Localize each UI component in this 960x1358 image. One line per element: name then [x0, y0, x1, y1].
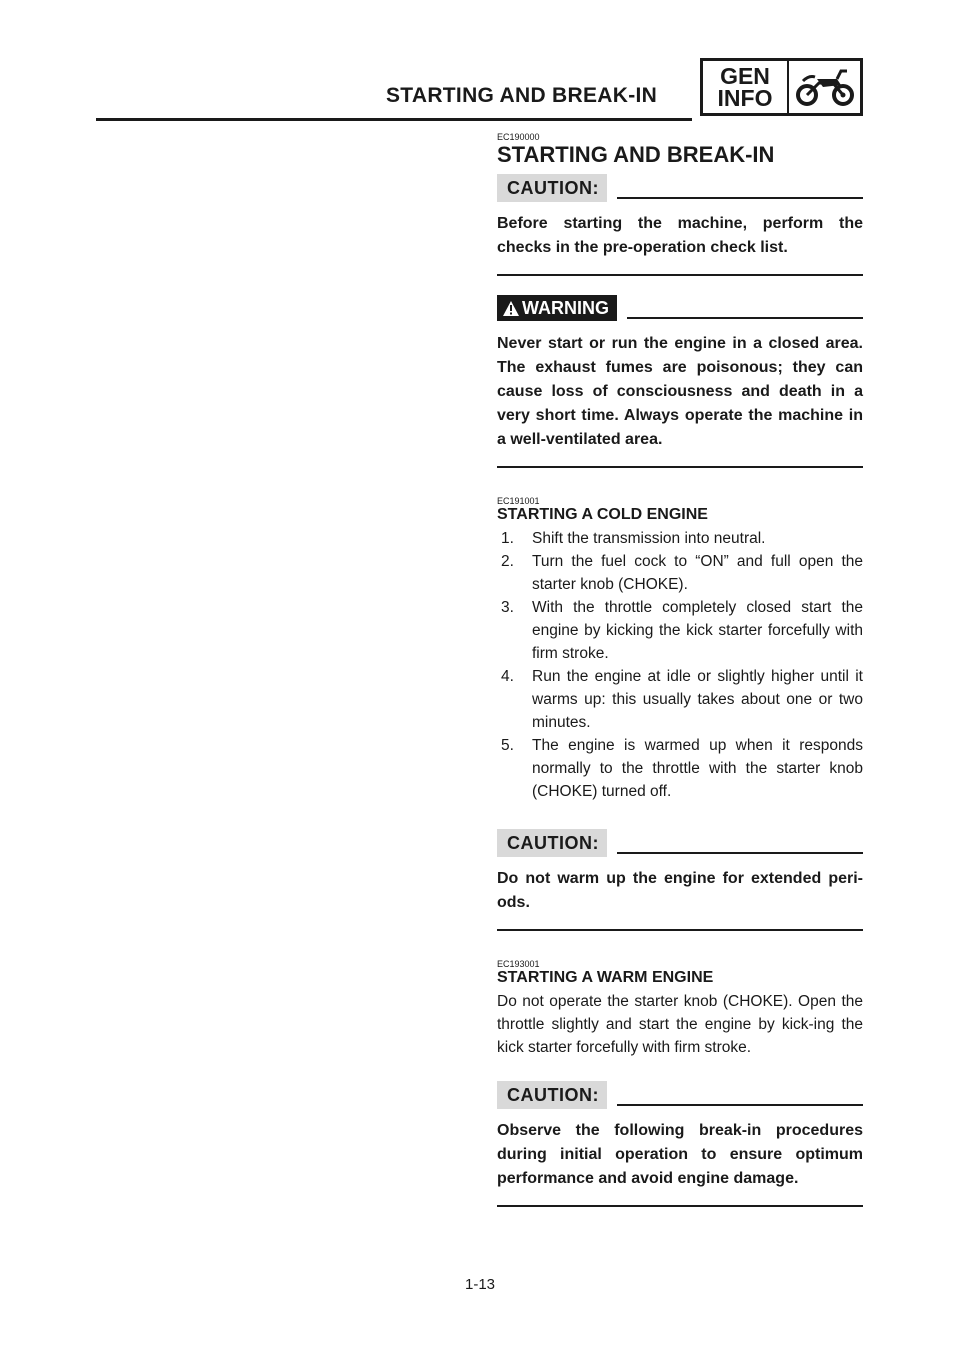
cold-engine-code: EC191001 — [497, 496, 540, 506]
badge-text — [703, 61, 789, 113]
step-number: 5. — [501, 737, 514, 754]
caution-label: CAUTION: — [497, 1081, 607, 1109]
list-item — [497, 665, 863, 734]
step-number: 1. — [501, 530, 514, 547]
step-text: Turn the fuel cock to “ON” and full open the starter knob (CHOKE). — [532, 553, 863, 593]
caution-text: Observe the following break-in procedures during initial operation to ensure optimum performance and avoid engine damage. — [497, 1122, 863, 1187]
motorcycle-icon — [789, 61, 860, 113]
caution-head-rule — [617, 197, 863, 199]
caution-end-rule — [497, 274, 863, 276]
caution-text: Do not warm up the engine for extended peri-ods. — [497, 870, 863, 911]
section-badge — [700, 58, 863, 116]
caution-label: CAUTION: — [497, 174, 607, 202]
content-column — [497, 132, 863, 1207]
caution-box-1 — [497, 174, 863, 276]
cold-engine-section — [497, 496, 863, 803]
step-text: Run the engine at idle or slightly higher until it warms up: this usually takes about one or two minutes. — [532, 668, 863, 731]
caution-box-2 — [497, 829, 863, 931]
caution-end-rule — [497, 929, 863, 931]
step-number: 3. — [501, 599, 514, 616]
list-item — [497, 550, 863, 596]
warning-triangle-icon — [503, 301, 519, 316]
caution-end-rule — [497, 1205, 863, 1207]
step-text: With the throttle completely closed start the engine by kicking the kick starter forcefully with firm stroke. — [532, 599, 863, 662]
warning-end-rule — [497, 466, 863, 468]
caution-box-3 — [497, 1081, 863, 1207]
cold-engine-steps — [497, 527, 863, 803]
list-item — [497, 734, 863, 803]
section-code: EC190000 — [497, 132, 540, 142]
step-number: 2. — [501, 553, 514, 570]
warning-head-rule — [627, 317, 863, 319]
warm-engine-text: Do not operate the starter knob (CHOKE). Open the throttle slightly and start the engine by kick-ing the kick starter forcefully with firm stroke. — [497, 993, 863, 1056]
warning-box — [497, 294, 863, 468]
step-text: The engine is warmed up when it responds normally to the throttle with the starter knob (CHOKE) turned off. — [532, 737, 863, 800]
caution-head-rule — [617, 1104, 863, 1106]
caution-text: Before starting the machine, perform the checks in the pre-operation check list. — [497, 215, 863, 256]
page-number: 1-13 — [464, 1276, 496, 1293]
badge-line1: GEN — [720, 63, 770, 89]
warning-text: Never start or run the engine in a closed area. The exhaust fumes are poisonous; they can cause loss of consciousness and death in a very short time. Always operate the machine in a well-ventilated area. — [497, 335, 863, 448]
cold-engine-title: STARTING A COLD ENGINE — [497, 506, 708, 523]
caution-head-rule — [617, 852, 863, 854]
warning-label-box — [497, 295, 617, 321]
section-title: STARTING AND BREAK-IN — [497, 142, 775, 167]
warm-engine-title: STARTING A WARM ENGINE — [497, 969, 714, 986]
header-title: STARTING AND BREAK-IN — [386, 84, 658, 107]
step-text: Shift the transmission into neutral. — [532, 530, 766, 547]
step-number: 4. — [501, 668, 514, 685]
header-rule — [96, 118, 692, 121]
warm-engine-section — [497, 959, 863, 1059]
warm-engine-code: EC193001 — [497, 959, 540, 969]
list-item — [497, 527, 863, 550]
caution-label: CAUTION: — [497, 829, 607, 857]
badge-line2: INFO — [717, 85, 773, 111]
list-item — [497, 596, 863, 665]
warning-label: WARNING — [522, 298, 609, 318]
